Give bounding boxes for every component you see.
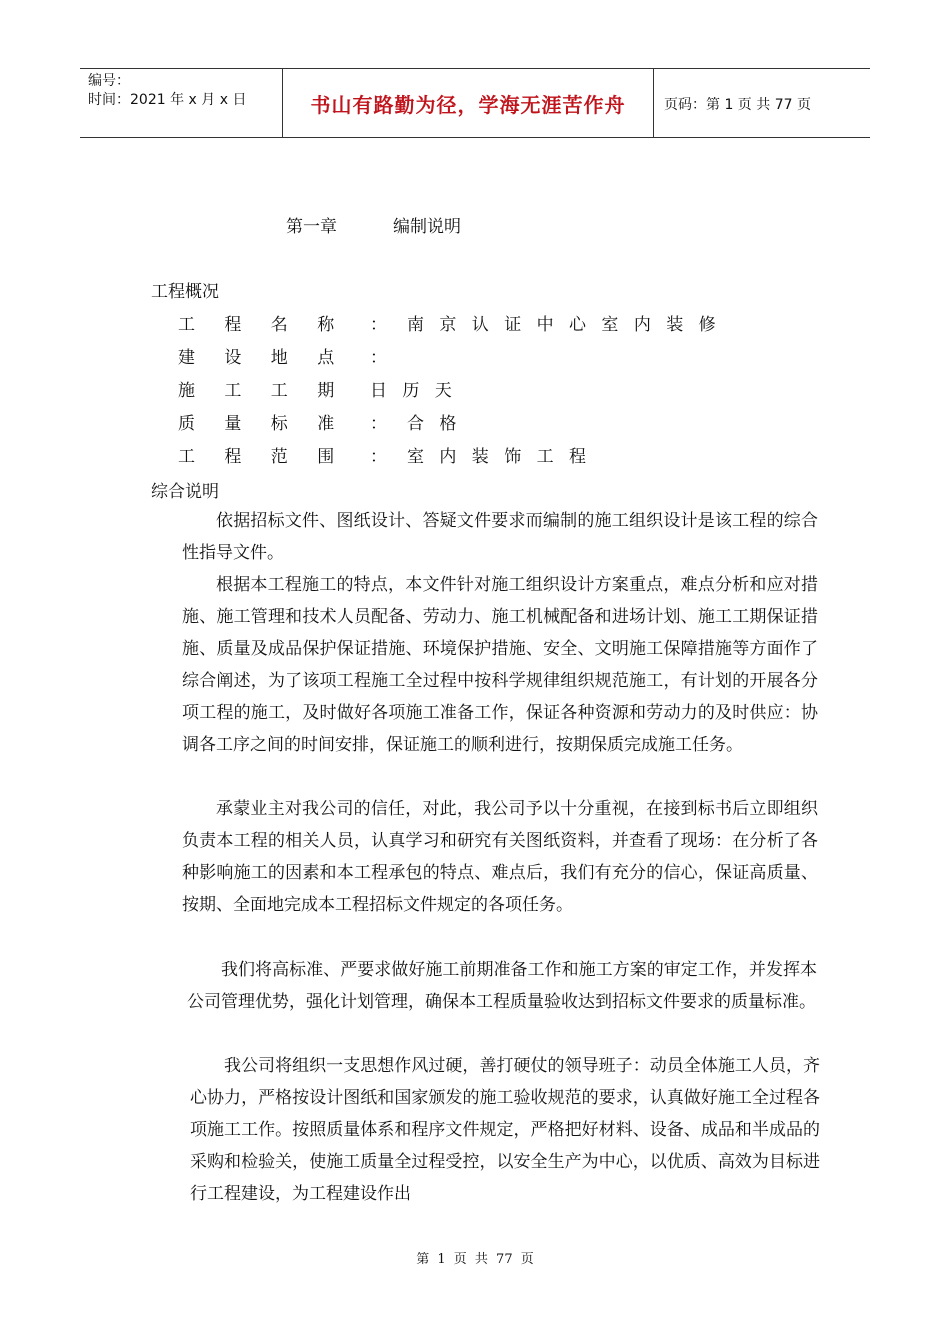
chapter-title: 编制说明 [393, 217, 461, 237]
chapter-heading [286, 212, 461, 237]
document-time-label: 时间：2021 年 x 月 x 日 [88, 92, 247, 108]
overview-heading: 工程概况 [151, 282, 219, 302]
row-colon: ： [370, 348, 387, 368]
row-label: 质 量 标 准 [178, 414, 335, 434]
row-colon: ： [370, 414, 387, 434]
row-value: 合 格 [407, 414, 457, 434]
page-header [80, 68, 870, 138]
row-colon: ： [370, 447, 387, 467]
page-footer: 第 1 页 共 77 页 [416, 1252, 534, 1267]
row-value: 室 内 装 饰 工 程 [407, 447, 587, 467]
document-number-label: 编号： [88, 73, 130, 89]
summary-heading: 综合说明 [151, 482, 219, 502]
header-meta [88, 72, 282, 110]
row-value: 南 京 认 证 中 心 室 内 装 修 [407, 315, 716, 335]
header-motto: 书山有路勤为径，学海无涯苦作舟 [282, 69, 654, 137]
summary-paragraph: 根据本工程施工的特点，本文件针对施工组织设计方案重点，难点分析和应对措施、施工管理和技术人员配备、劳动力、施工机械配备和进场计划、施工工期保证措施、质量及成品保护保证措施、环境保护措施、安全、文明施工保障措施等方面作了综合阐述，为了该项工程施工全过程中按科学规律组织规范施工，有计划的开展各分项工程的施工，及时做好各项施工准备工作，保证各种资源和劳动力的及时供应：协调各工序之间的时间安排，保证施工的顺利进行，按期保质完成施工任务。 [182, 575, 818, 755]
row-label: 工 程 范 围 [178, 447, 335, 467]
row-label: 建 设 地 点 [178, 348, 335, 368]
summary-paragraph: 承蒙业主对我公司的信任，对此，我公司予以十分重视，在接到标书后立即组织负责本工程的相关人员，认真学习和研究有关图纸资料，并查看了现场：在分析了各种影响施工的因素和本工程承包的特点、难点后，我们有充分的信心，保证高质量、按期、全面地完成本工程招标文件规定的各项任务。 [182, 799, 818, 915]
row-label: 工 程 名 称 [178, 315, 335, 335]
header-page-info: 页码：第 1 页 共 77 页 [664, 97, 811, 113]
row-colon: ： [370, 315, 387, 335]
row-value: 日 历 天 [370, 381, 452, 401]
chapter-number: 第一章 [286, 217, 337, 237]
summary-paragraph: 我公司将组织一支思想作风过硬，善打硬仗的领导班子：动员全体施工人员，齐心协力，严格按设计图纸和国家颁发的施工验收规范的要求，认真做好施工全过程各项施工工作。按照质量体系和程序文件规定，严格把好材料、设备、成品和半成品的采购和检验关，使施工质量全过程受控，以安全生产为中心，以优质、高效为目标进行工程建设，为工程建设作出 [190, 1056, 820, 1204]
row-label: 施 工 工 期 [178, 381, 335, 401]
summary-paragraph: 我们将高标准、严要求做好施工前期准备工作和施工方案的审定工作，并发挥本公司管理优势，强化计划管理，确保本工程质量验收达到招标文件要求的质量标准。 [187, 960, 817, 1012]
summary-paragraph: 依据招标文件、图纸设计、答疑文件要求而编制的施工组织设计是该工程的综合性指导文件。 [182, 511, 818, 563]
